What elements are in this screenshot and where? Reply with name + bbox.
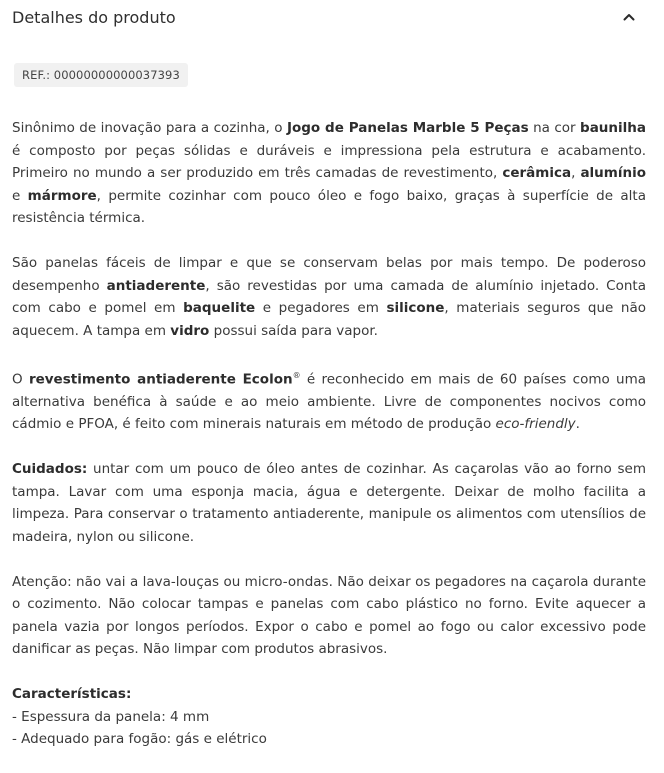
p3-coating-name: revestimento antiaderente Ecolon — [28, 371, 293, 387]
reference-badge: REF.: 00000000000037393 — [14, 63, 188, 87]
p2-text-i: possui saída para vapor. — [209, 322, 378, 339]
list-item: - Espessura da panela: 4 mm — [12, 708, 210, 725]
p1-color: baunilha — [580, 120, 647, 136]
p1-text-c: na cor — [528, 120, 581, 136]
p3-eco-friendly: eco-friendly — [495, 416, 576, 432]
p1-marble: mármore — [27, 187, 97, 204]
p2-text-c: , são revestidas por uma camada de alumínio injetado. Conta com cabo e pomel em — [12, 277, 646, 316]
care-label: Cuidados: — [12, 461, 88, 477]
p2-text-a: São panelas fáceis de limpar e que se conservam belas por mais tempo. De poderoso desempenho — [12, 255, 646, 294]
care-text: untar com um pouco de óleo antes de cozinhar. As caçarolas vão ao forno sem tampa. Lavar com uma esponja macia, água e detergente. Deixar de molho facilita a limpeza. Para conservar o tratamento antiaderente, manipule os alimentos com utensílios de madeira, nylon ou silicone. — [12, 461, 646, 545]
p1-text-e: é composto por peças sólidas e duráveis e impressiona pela estrutura e acabamento. Primeiro no mundo a ser produzido em três camadas de revestimento, — [12, 142, 646, 181]
features-section — [12, 683, 646, 751]
p1-product-name: Jogo de Panelas Marble 5 Peças — [286, 120, 529, 136]
p2-bakelite: baquelite — [183, 300, 256, 316]
description-paragraph-2 — [12, 252, 646, 342]
p2-text-g: , materiais seguros que não aquecem. A tampa em — [12, 300, 646, 339]
product-details-header[interactable] — [12, 0, 646, 34]
warning-paragraph: Atenção: não vai a lava-louças ou micro-ondas. Não deixar os pegadores na caçarola durante o cozimento. Não colocar tampas e panelas com cabo plástico no forno. Evite aquecer a panela vazia por longos períodos. Expor o cabo e pomel ao fogo ou calor excessivo pode danificar as peças. Não limpar com produtos abrasivos. — [12, 573, 646, 657]
features-list — [12, 706, 646, 751]
description-paragraph-1 — [12, 117, 646, 230]
p2-silicone: silicone — [386, 300, 445, 316]
p2-glass: vidro — [170, 322, 210, 339]
p1-ceramic: cerâmica — [502, 165, 572, 181]
p1-text-i: e — [12, 187, 28, 204]
list-item: - Adequado para fogão: gás e elétrico — [12, 731, 267, 747]
p1-text-k: , permite cozinhar com pouco óleo e fogo baixo, graças à superfície de alta resistência térmica. — [12, 187, 646, 226]
p3-text-d: é reconhecido em mais de 60 países como uma alternativa benéfica à saúde e ao meio ambiente. Livre de componentes nocivos como cádmio e PFOA, é feito com minerais naturais em método de produção — [12, 371, 647, 432]
p3-registered-mark: ® — [292, 370, 301, 380]
features-title: Características: — [12, 686, 132, 702]
p1-text-a: Sinônimo de inovação para a cozinha, o — [12, 120, 287, 136]
chevron-up-icon[interactable] — [622, 10, 636, 24]
p2-text-e: e pegadores em — [255, 300, 387, 316]
product-description — [12, 117, 646, 751]
description-paragraph-3 — [12, 365, 646, 436]
p3-text-f: . — [575, 416, 580, 432]
care-paragraph — [12, 458, 646, 548]
p3-text-a: O — [12, 371, 29, 387]
p1-aluminum: alumínio — [580, 165, 646, 181]
product-details-title: Detalhes do produto — [12, 7, 176, 27]
p2-nonstick: antiaderente — [106, 277, 206, 294]
p1-text-g: , — [571, 165, 581, 181]
